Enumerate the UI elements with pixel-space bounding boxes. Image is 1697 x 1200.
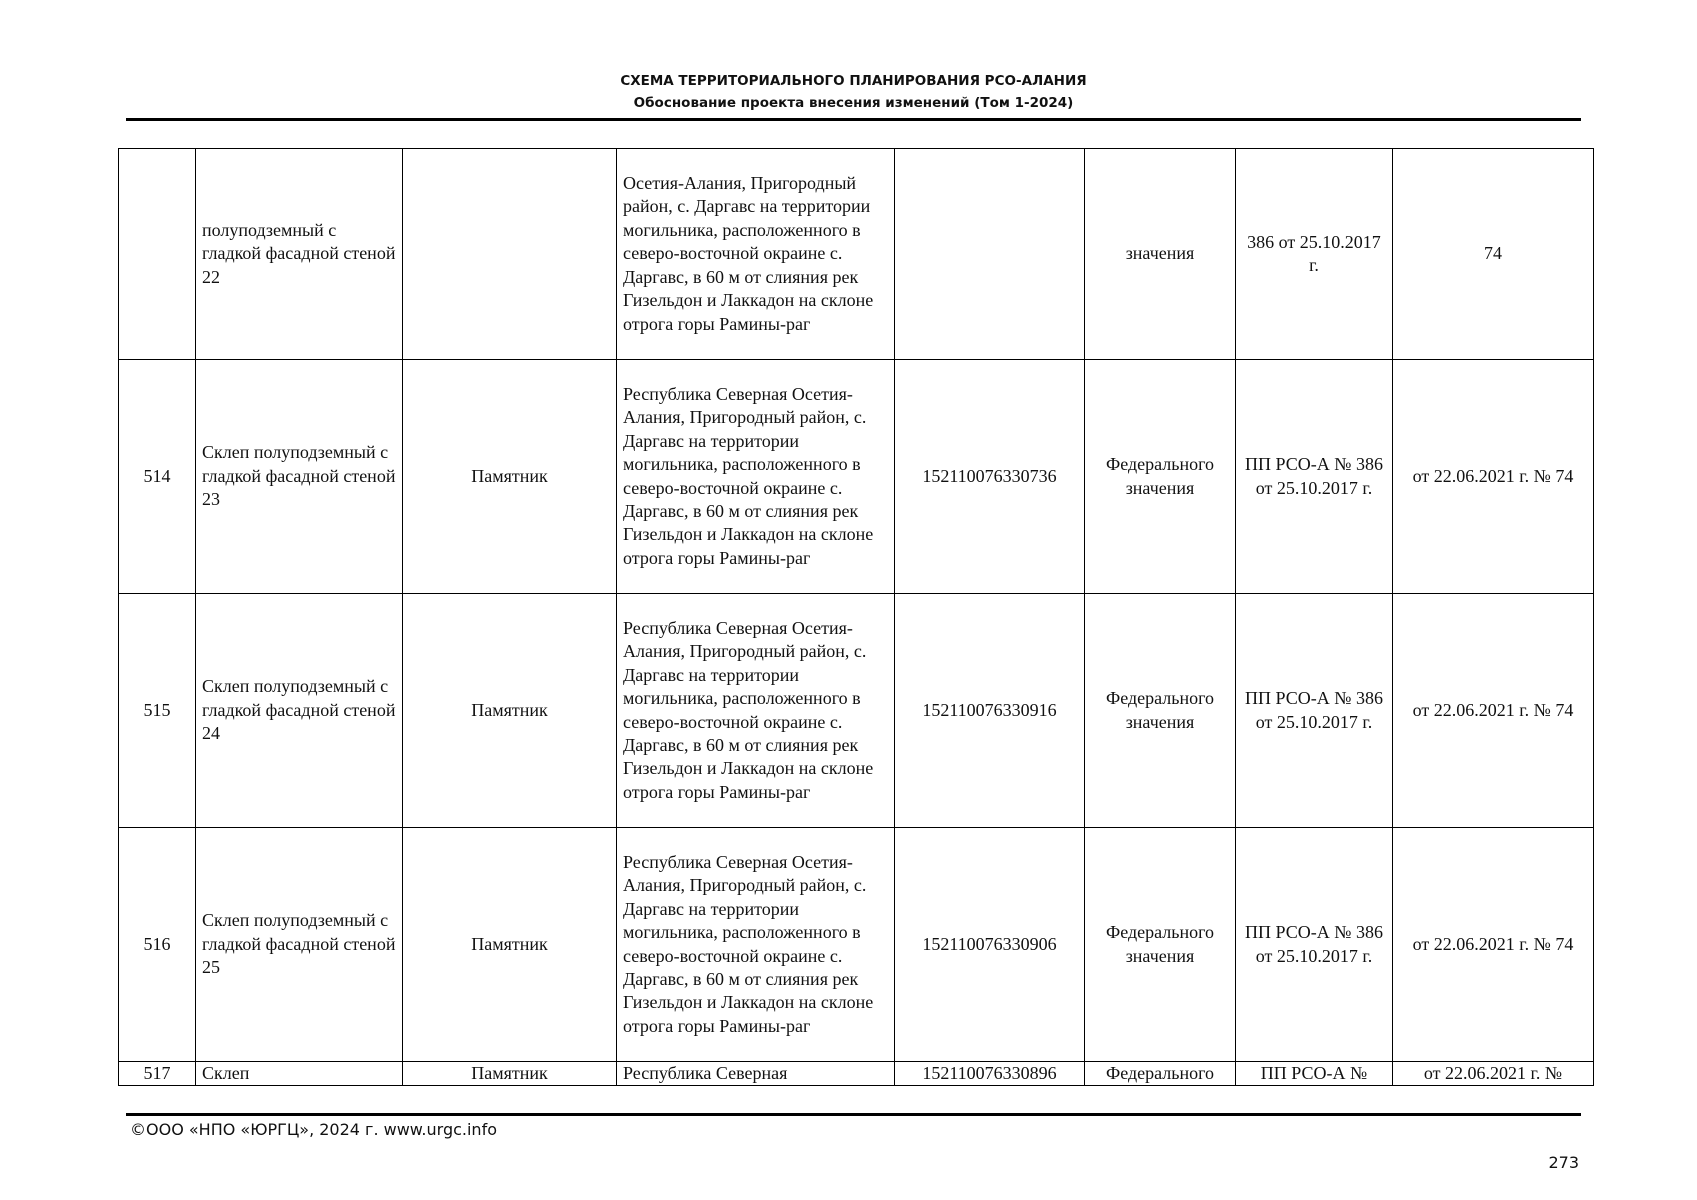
cell-document: ПП РСО-А № 386 от 25.10.2017 г. [1236, 360, 1393, 594]
cell-type: Памятник [403, 594, 617, 828]
table-row [119, 594, 1594, 828]
cell-decree: 74 [1393, 149, 1594, 360]
cell-category: Федерального [1085, 1062, 1236, 1086]
cell-name: Склеп полуподземный с гладкой фасадной стеной 24 [196, 594, 403, 828]
cell-reg-number: 152110076330906 [895, 828, 1085, 1062]
cell-type: Памятник [403, 360, 617, 594]
footer-copyright: ©ООО «НПО «ЮРГЦ», 2024 г. www.urgc.info [130, 1120, 497, 1139]
cell-type [403, 149, 617, 360]
cell-address: Республика Северная Осетия-Алания, Пригородный район, с. Даргавс на территории могильника, расположенного в северо-восточной окраине с. Даргавс, в 60 м от слияния рек Гизельдон и Лаккадон на склоне отрога горы Рамины-раг [617, 594, 895, 828]
cell-address: Республика Северная Осетия-Алания, Пригородный район, с. Даргавс на территории могильника, расположенного в северо-восточной окраине с. Даргавс, в 60 м от слияния рек Гизельдон и Лаккадон на склоне отрога горы Рамины-раг [617, 828, 895, 1062]
cell-decree: от 22.06.2021 г. № [1393, 1062, 1594, 1086]
document-header [126, 70, 1581, 114]
cell-number: 516 [119, 828, 196, 1062]
cell-category: Федерального значения [1085, 828, 1236, 1062]
footer-rule [126, 1113, 1581, 1116]
cell-name: полуподземный с гладкой фасадной стеной 22 [196, 149, 403, 360]
cell-address: Республика Северная [617, 1062, 895, 1086]
table-row [119, 1062, 1594, 1086]
cell-document: 386 от 25.10.2017 г. [1236, 149, 1393, 360]
cell-decree: от 22.06.2021 г. № 74 [1393, 828, 1594, 1062]
cell-document: ПП РСО-А № 386 от 25.10.2017 г. [1236, 594, 1393, 828]
document-title: СХЕМА ТЕРРИТОРИАЛЬНОГО ПЛАНИРОВАНИЯ РСО-АЛАНИЯ [620, 73, 1087, 89]
cell-reg-number: 152110076330896 [895, 1062, 1085, 1086]
table-row [119, 828, 1594, 1062]
cell-document: ПП РСО-А № [1236, 1062, 1393, 1086]
cell-document: ПП РСО-А № 386 от 25.10.2017 г. [1236, 828, 1393, 1062]
cell-decree: от 22.06.2021 г. № 74 [1393, 360, 1594, 594]
cell-type: Памятник [403, 1062, 617, 1086]
document-subtitle: Обоснование проекта внесения изменений (Том 1-2024) [633, 95, 1074, 111]
table-row [119, 149, 1594, 360]
cell-address: Республика Северная Осетия-Алания, Пригородный район, с. Даргавс на территории могильника, расположенного в северо-восточной окраине с. Даргавс, в 60 м от слияния рек Гизельдон и Лаккадон на склоне отрога горы Рамины-раг [617, 360, 895, 594]
cell-number [119, 149, 196, 360]
cell-address: Осетия-Алания, Пригородный район, с. Даргавс на территории могильника, расположенного в северо-восточной окраине с. Даргавс, в 60 м от слияния рек Гизельдон и Лаккадон на склоне отрога горы Рамины-раг [617, 149, 895, 360]
cell-category: Федерального значения [1085, 594, 1236, 828]
cell-number: 515 [119, 594, 196, 828]
cell-reg-number [895, 149, 1085, 360]
cell-decree: от 22.06.2021 г. № 74 [1393, 594, 1594, 828]
cell-name: Склеп полуподземный с гладкой фасадной стеной 23 [196, 360, 403, 594]
cell-category: Федерального значения [1085, 360, 1236, 594]
cell-reg-number: 152110076330916 [895, 594, 1085, 828]
cell-name: Склеп полуподземный с гладкой фасадной стеной 25 [196, 828, 403, 1062]
cell-name: Склеп [196, 1062, 403, 1086]
cell-number: 517 [119, 1062, 196, 1086]
header-rule [126, 118, 1581, 121]
heritage-registry-table [118, 148, 1594, 1086]
cell-reg-number: 152110076330736 [895, 360, 1085, 594]
cell-number: 514 [119, 360, 196, 594]
table-row [119, 360, 1594, 594]
cell-type: Памятник [403, 828, 617, 1062]
cell-category: значения [1085, 149, 1236, 360]
page-number: 273 [1548, 1153, 1579, 1172]
